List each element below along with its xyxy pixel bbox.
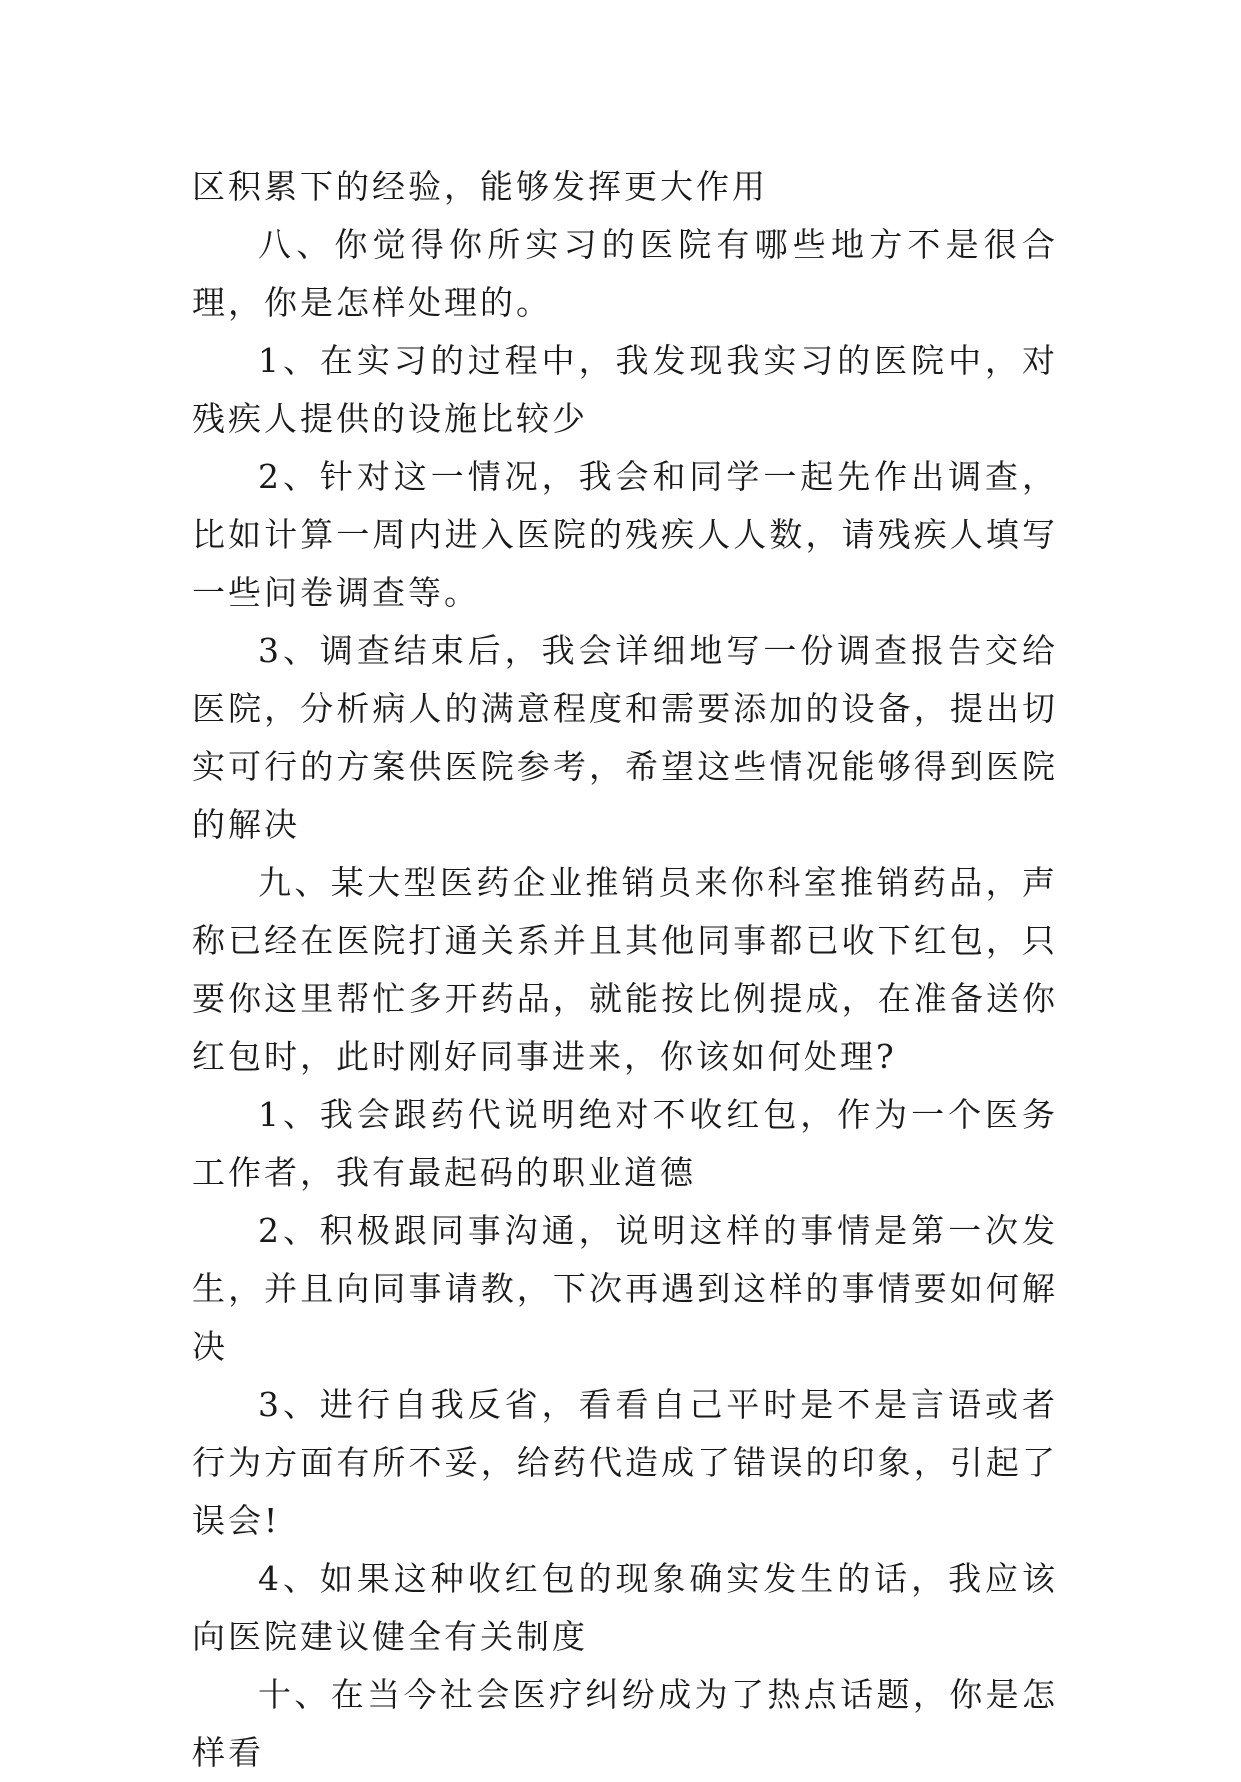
answer-8-point-3: 3、调查结束后，我会详细地写一份调查报告交给医院，分析病人的满意程度和需要添加的设备，提出切实可行的方案供医院参考，希望这些情况能够得到医院的解决 <box>192 631 1058 844</box>
question-10-heading: 十、在当今社会医疗纠纷成为了热点话题，你是怎样看 <box>192 1675 1058 1772</box>
answer-9-point-1: 1、我会跟药代说明绝对不收红包，作为一个医务工作者，我有最起码的职业道德 <box>192 1095 1058 1192</box>
answer-9-point-4: 4、如果这种收红包的现象确实发生的话，我应该向医院建议健全有关制度 <box>192 1559 1058 1656</box>
answer-8-point-2: 2、针对这一情况，我会和同学一起先作出调查，比如计算一周内进入医院的残疾人人数，请残疾人填写一些问卷调查等。 <box>192 457 1058 612</box>
answer-8-point-1: 1、在实习的过程中，我发现我实习的医院中，对残疾人提供的设施比较少 <box>192 341 1058 438</box>
question-8-heading: 八、你觉得你所实习的医院有哪些地方不是很合理，你是怎样处理的。 <box>192 225 1058 322</box>
document-body <box>192 158 1058 1782</box>
answer-9-point-3: 3、进行自我反省，看看自己平时是不是言语或者行为方面有所不妥，给药代造成了错误的印象，引起了误会! <box>192 1385 1058 1540</box>
paragraph-continuation: 区积累下的经验，能够发挥更大作用 <box>192 167 768 206</box>
answer-9-point-2: 2、积极跟同事沟通，说明这样的事情是第一次发生，并且向同事请教，下次再遇到这样的事情要如何解决 <box>192 1211 1058 1366</box>
question-9-heading: 九、某大型医药企业推销员来你科室推销药品，声称已经在医院打通关系并且其他同事都已收下红包，只要你这里帮忙多开药品，就能按比例提成，在准备送你红包时，此时刚好同事进来，你该如何处理? <box>192 863 1058 1076</box>
